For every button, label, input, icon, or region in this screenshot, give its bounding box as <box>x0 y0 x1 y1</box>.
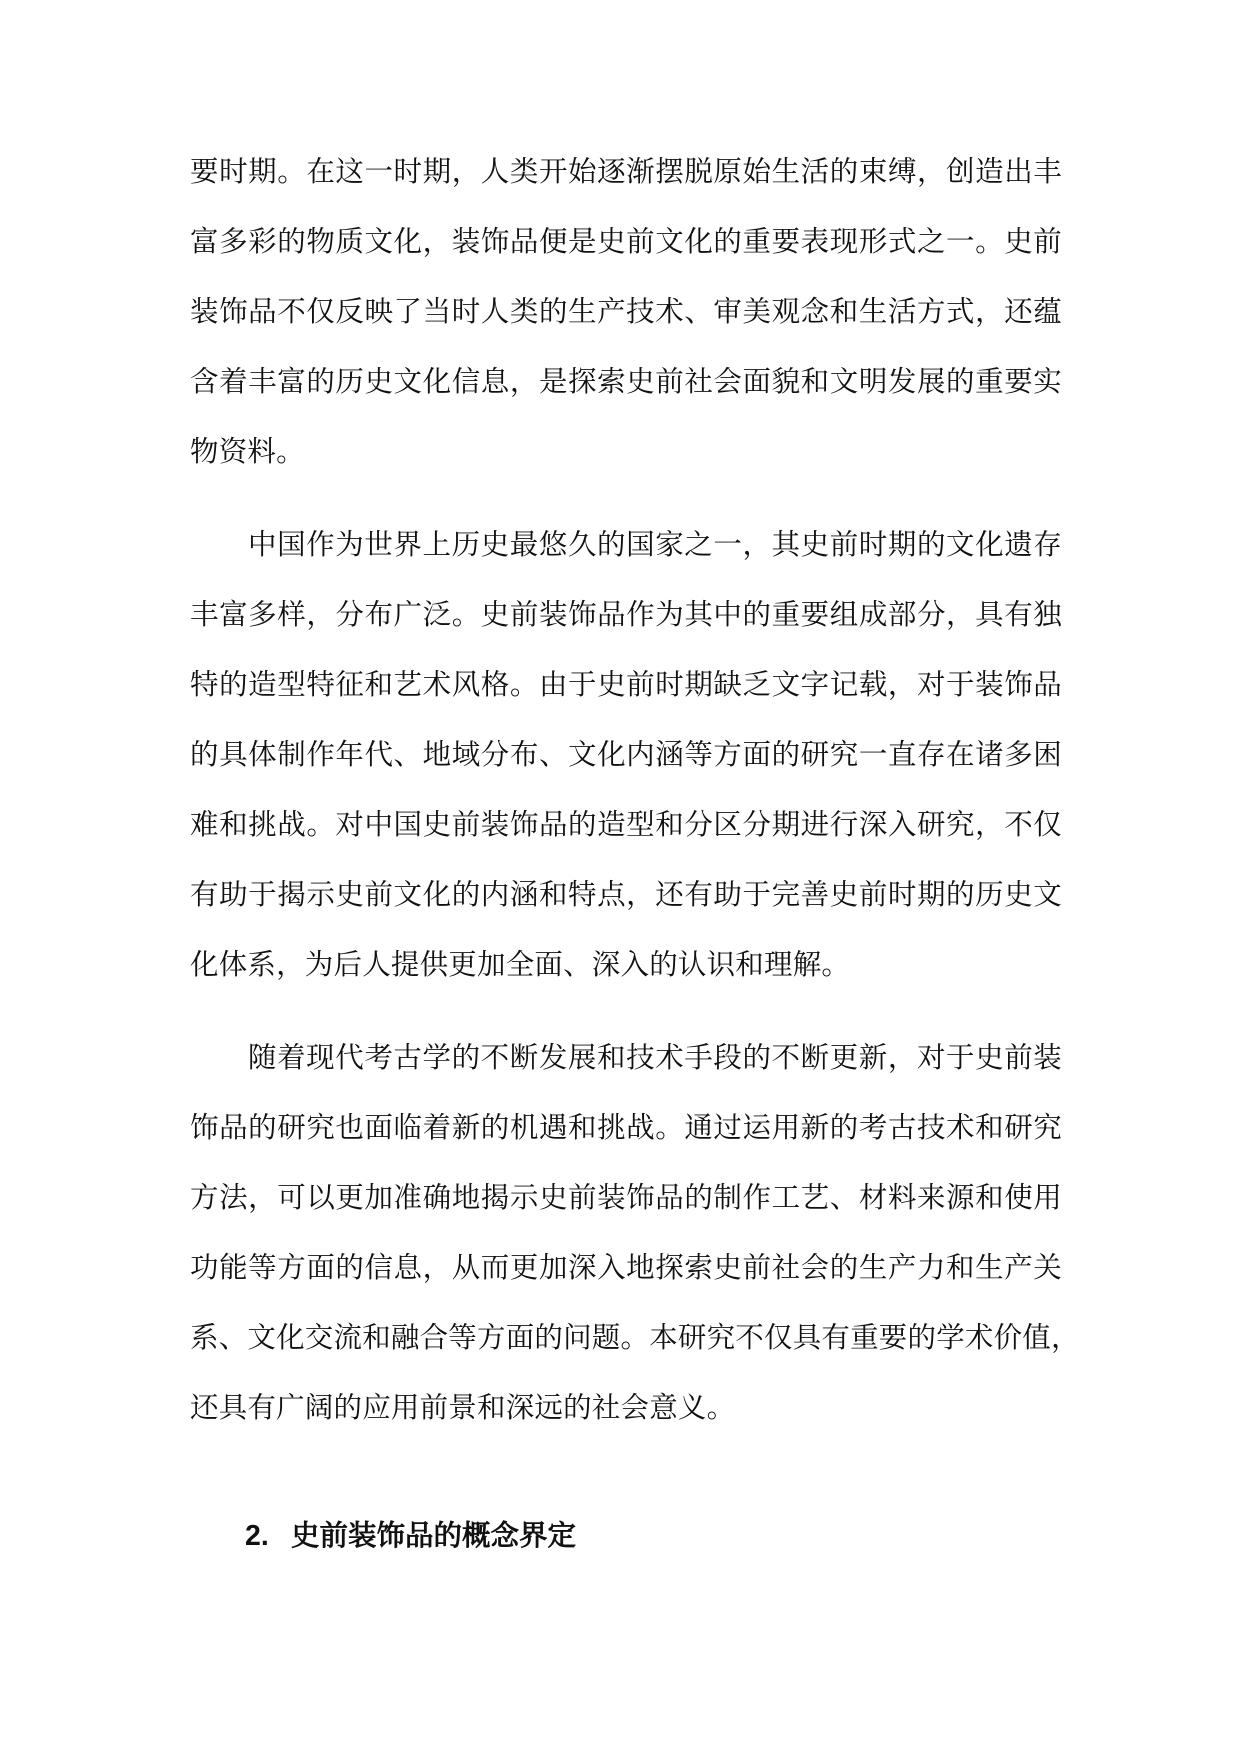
paragraph-1-line-1: 要时期。在这一时期，人类开始逐渐摆脱原始生活的束缚，创造出丰 <box>190 155 1062 188</box>
paragraph-3-line-3: 方法，可以更加准确地揭示史前装饰品的制作工艺、材料来源和使用 <box>190 1181 1062 1214</box>
paragraph-1-line-2: 富多彩的物质文化，装饰品便是史前文化的重要表现形式之一。史前 <box>190 225 1062 258</box>
paragraph-1-line-4: 含着丰富的历史文化信息，是探索史前社会面貌和文明发展的重要实 <box>190 365 1062 398</box>
paragraph-1-line-5: 物资料。 <box>190 435 305 468</box>
paragraph-1-line-3: 装饰品不仅反映了当时人类的生产技术、审美观念和生活方式，还蕴 <box>190 295 1062 328</box>
paragraph-2-line-1: 中国作为世界上历史最悠久的国家之一，其史前时期的文化遗存 <box>248 528 1062 561</box>
paragraph-3-line-6: 还具有广阔的应用前景和深远的社会意义。 <box>190 1391 736 1424</box>
paragraph-2-line-2: 丰富多样，分布广泛。史前装饰品作为其中的重要组成部分，具有独 <box>190 598 1062 631</box>
section-heading <box>245 1516 576 1556</box>
paragraph-2-line-6: 有助于揭示史前文化的内涵和特点，还有助于完善史前时期的历史文 <box>190 878 1062 911</box>
section-title: 史前装饰品的概念界定 <box>291 1519 577 1552</box>
paragraph-2-line-5: 难和挑战。对中国史前装饰品的造型和分区分期进行深入研究，不仅 <box>190 808 1062 841</box>
paragraph-2-line-3: 特的造型特征和艺术风格。由于史前时期缺乏文字记载，对于装饰品 <box>190 668 1062 701</box>
paragraph-2-line-7: 化体系，为后人提供更加全面、深入的认识和理解。 <box>190 948 851 981</box>
paragraph-3-line-4: 功能等方面的信息，从而更加深入地探索史前社会的生产力和生产关 <box>190 1251 1062 1284</box>
paragraph-3-line-1: 随着现代考古学的不断发展和技术手段的不断更新，对于史前装 <box>248 1041 1062 1074</box>
paragraph-2-line-4: 的具体制作年代、地域分布、文化内涵等方面的研究一直存在诸多困 <box>190 738 1062 771</box>
paragraph-3-line-2: 饰品的研究也面临着新的机遇和挑战。通过运用新的考古技术和研究 <box>190 1111 1062 1144</box>
paragraph-3-line-5: 系、文化交流和融合等方面的问题。本研究不仅具有重要的学术价值， <box>190 1321 1080 1354</box>
section-number: 2. <box>245 1520 269 1552</box>
